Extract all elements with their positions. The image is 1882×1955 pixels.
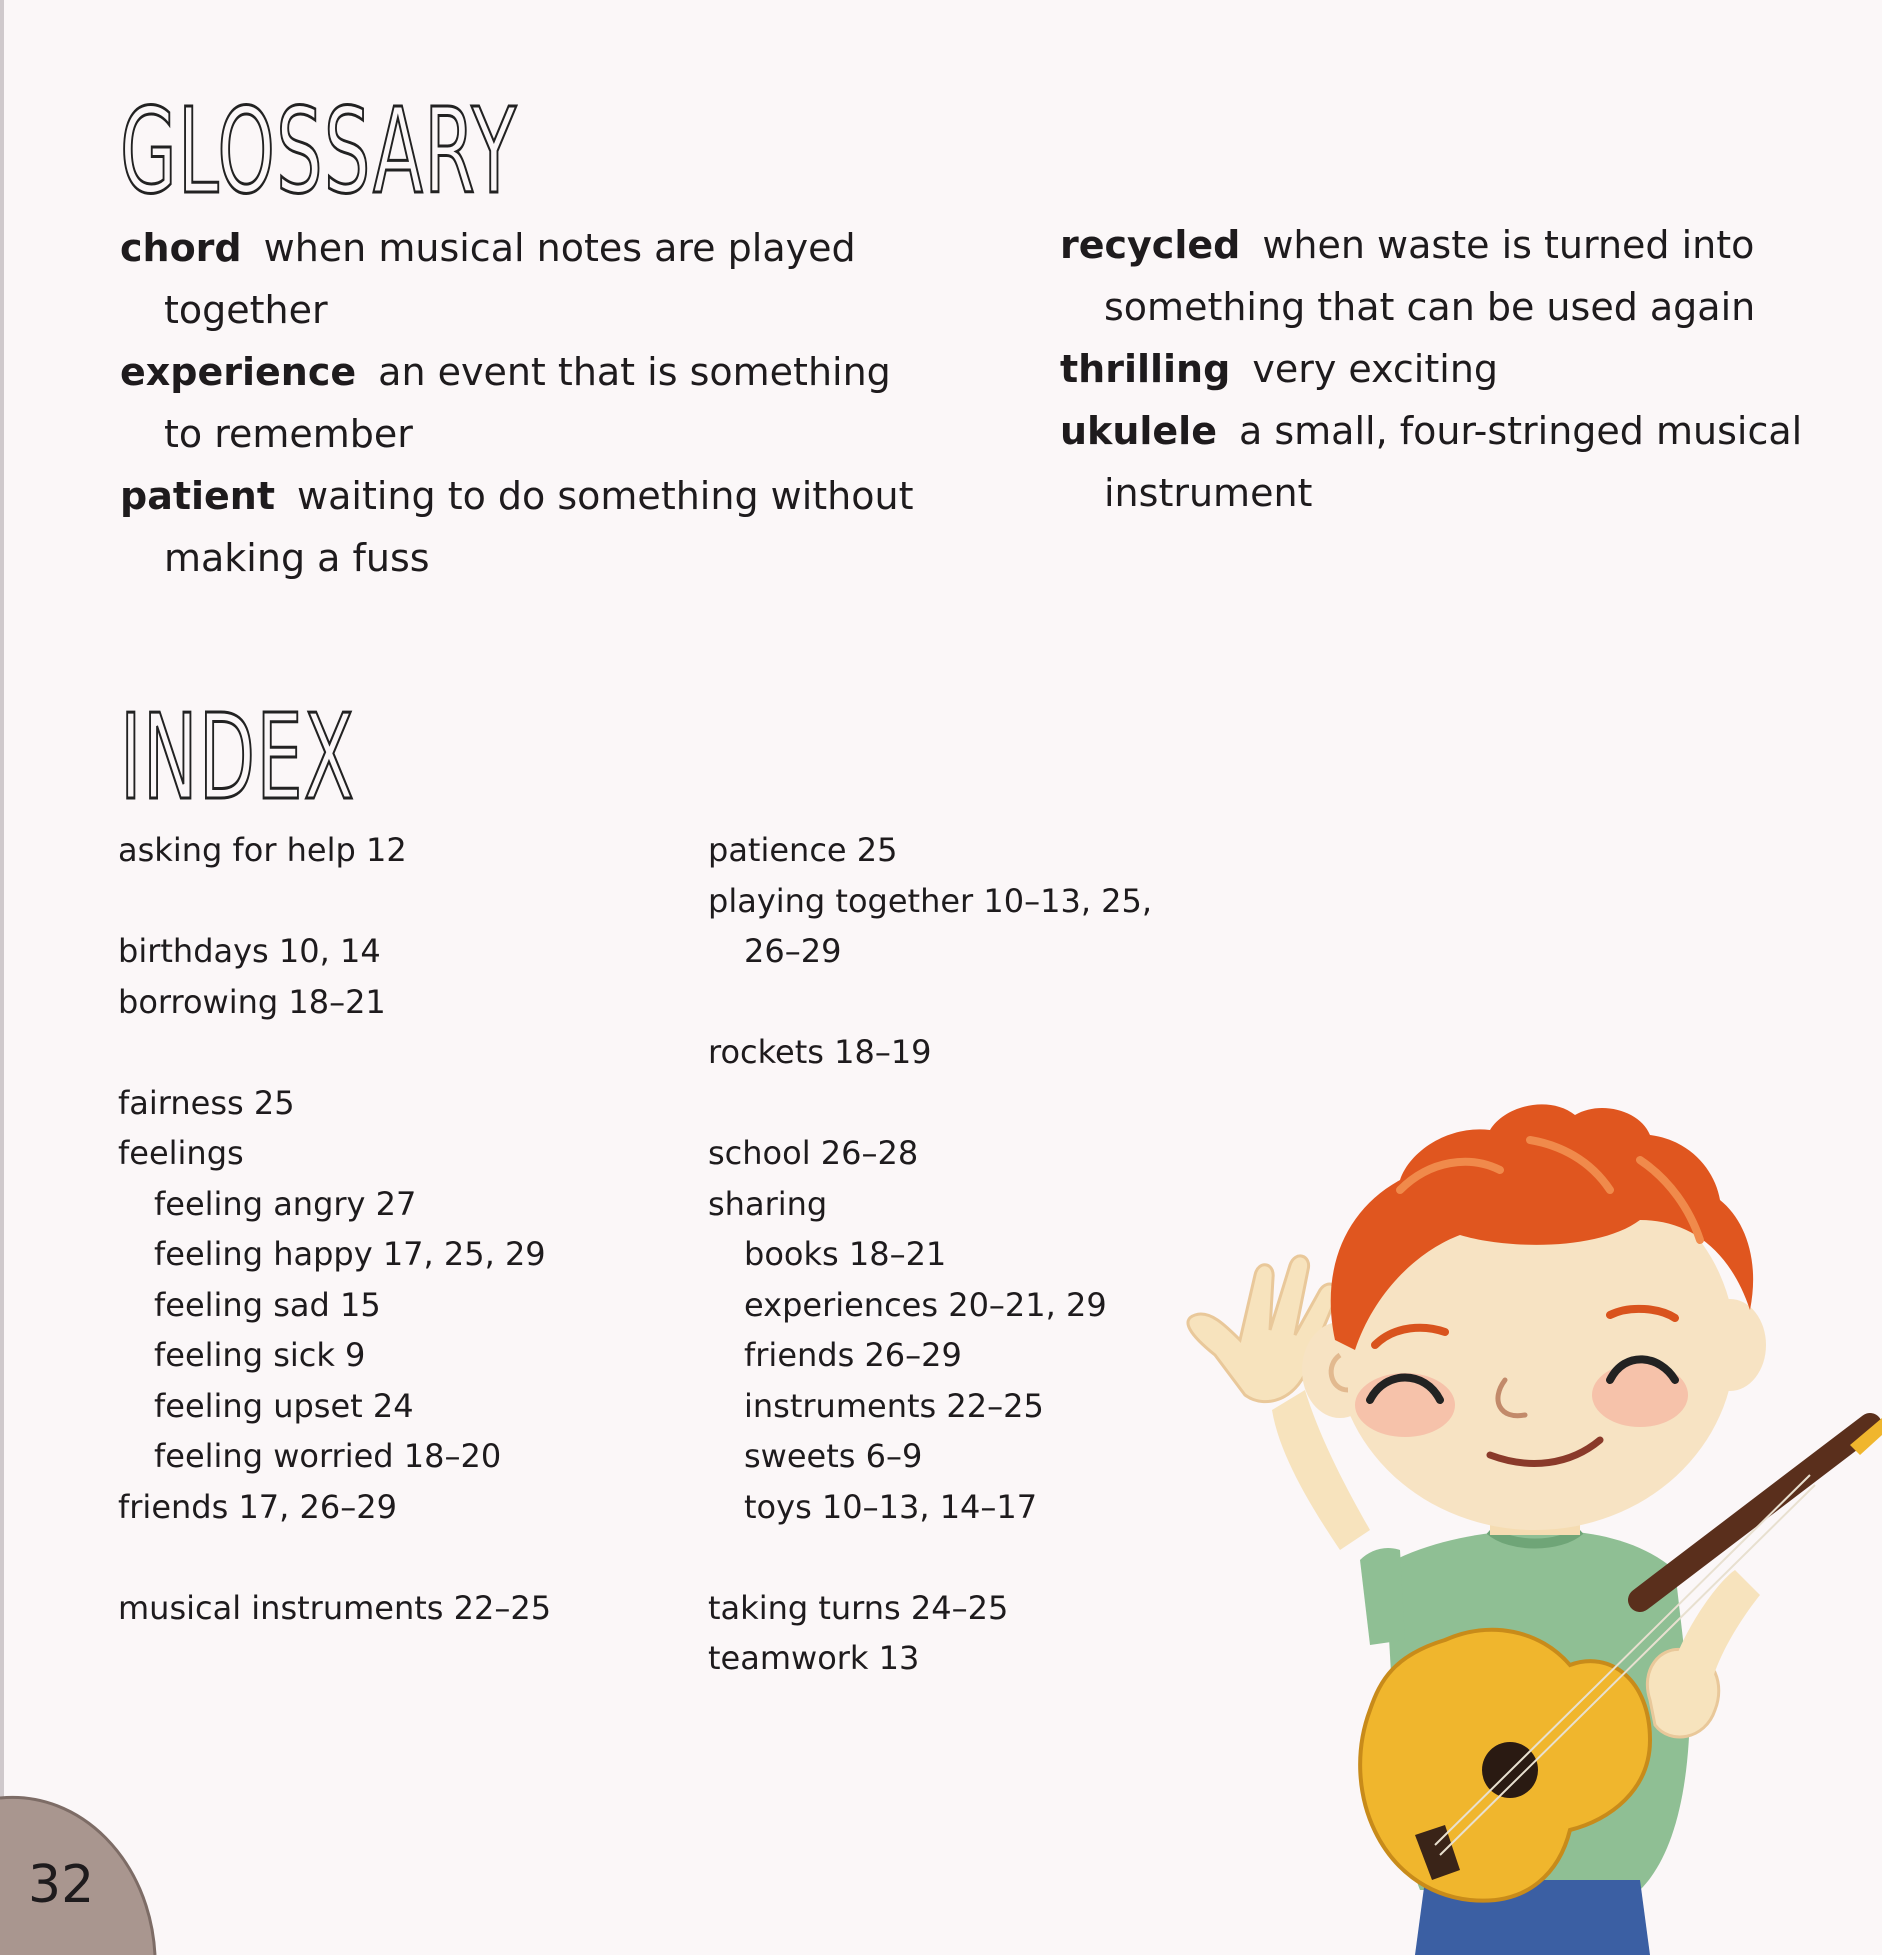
index-entry: friends 17, 26–29: [118, 1487, 397, 1526]
index-entry: asking for help 12: [118, 831, 407, 869]
glossary-entry: [120, 465, 920, 589]
glossary-entry: [1060, 400, 1820, 524]
glossary-definition: when musical notes are played together: [164, 226, 856, 332]
index-entry: taking turns 24–25: [708, 1588, 1009, 1627]
index-entry: fairness 25: [118, 1083, 295, 1122]
glossary-entry: [120, 217, 920, 341]
index-entry: teamwork 13: [708, 1639, 920, 1677]
glossary-entry: [1060, 214, 1820, 338]
boy-with-ukulele-illustration: [1170, 1100, 1882, 1955]
glossary-term: experience: [120, 350, 357, 394]
index-spacer: [118, 1027, 678, 1078]
index-entry: birthdays 10, 14: [118, 932, 381, 970]
glossary-title: GLOSSARY: [120, 82, 518, 220]
page-edge: [0, 0, 4, 1955]
glossary-term: chord: [120, 226, 242, 270]
index-subentry: feeling sad 15: [154, 1285, 381, 1324]
glossary-left-column: [120, 217, 920, 589]
index-subentry: feeling happy 17, 25, 29: [154, 1235, 546, 1273]
glossary-definition: when waste is turned into something that can be used again: [1104, 223, 1756, 329]
index-entry: feelings: [118, 1134, 244, 1172]
index-entry-continuation: 26–29: [744, 932, 842, 970]
index-subentry: books 18–21: [744, 1235, 947, 1273]
glossary-entry: [120, 341, 920, 465]
index-subentry: experiences 20–21, 29: [744, 1285, 1107, 1324]
index-subentry: instruments 22–25: [744, 1386, 1044, 1425]
index-subentry: feeling sick 9: [154, 1336, 366, 1374]
glossary-definition: waiting to do something without making a fuss: [164, 474, 914, 580]
glossary-entry: [1060, 338, 1820, 400]
index-entry: borrowing 18–21: [118, 982, 386, 1021]
glossary-definition: an event that is something to remember: [164, 350, 891, 456]
index-subentry: toys 10–13, 14–17: [744, 1487, 1038, 1526]
glossary-definition: very exciting: [1252, 347, 1499, 391]
index-subentry: feeling angry 27: [154, 1184, 417, 1223]
glossary-term: recycled: [1060, 223, 1241, 267]
index-subentry: feeling worried 18–20: [154, 1437, 502, 1475]
index-subentry: feeling upset 24: [154, 1386, 414, 1425]
glossary-term: ukulele: [1060, 409, 1217, 453]
index-entry: patience 25: [708, 831, 898, 869]
index-entry: musical instruments 22–25: [118, 1588, 552, 1627]
index-entry: sharing: [708, 1184, 828, 1223]
index-subentry: friends 26–29: [744, 1336, 962, 1374]
index-entry: playing together 10–13, 25,: [708, 881, 1153, 920]
index-left-column: [118, 825, 678, 1633]
index-entry: school 26–28: [708, 1134, 919, 1172]
index-spacer: [118, 876, 678, 927]
index-spacer: [708, 977, 1268, 1028]
index-spacer: [118, 1532, 678, 1583]
glossary-term: patient: [120, 474, 276, 518]
index-subentry: sweets 6–9: [744, 1437, 923, 1475]
index-entry: rockets 18–19: [708, 1033, 932, 1071]
glossary-term: thrilling: [1060, 347, 1231, 391]
glossary-right-column: [1060, 214, 1820, 524]
glossary-definition: a small, four-stringed musical instrument: [1104, 409, 1803, 515]
index-title: INDEX: [120, 688, 356, 826]
page-number: 32: [28, 1855, 95, 1915]
